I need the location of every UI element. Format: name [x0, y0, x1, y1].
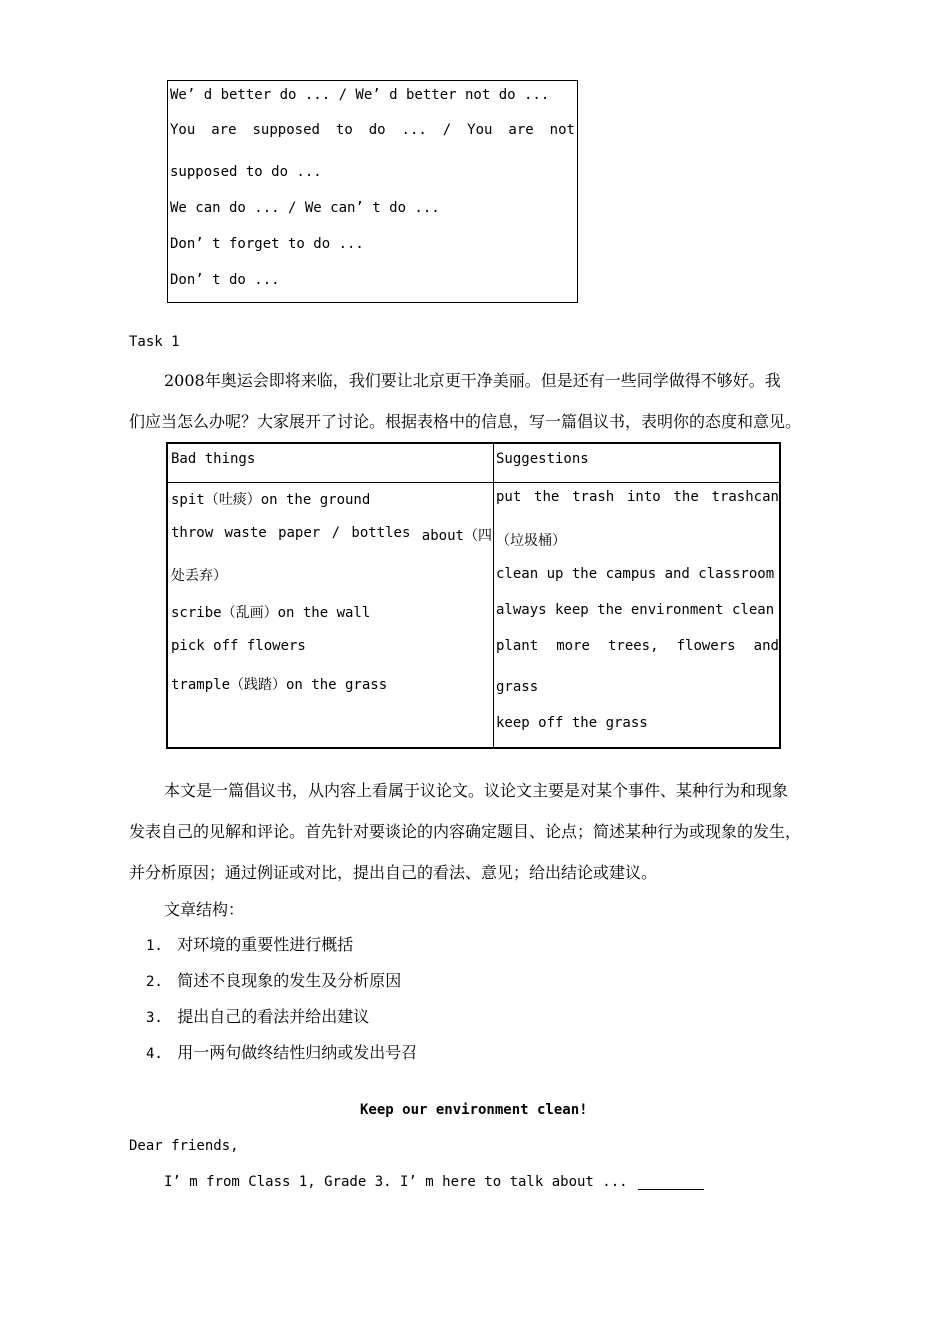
word: flowers: [676, 638, 736, 654]
word: the: [534, 489, 560, 505]
fill-in-blank[interactable]: [638, 1175, 704, 1190]
list-number: 4.: [146, 1046, 163, 1062]
bad-thing-item: trample（践踏）on the grass: [171, 677, 388, 693]
explanation-line: 并分析原因；通过例证或对比，提出自己的看法、意见；给出结论或建议。: [129, 863, 658, 882]
task-table: [166, 442, 781, 749]
word: more: [556, 638, 590, 654]
word: are: [508, 122, 534, 138]
phrase-line-justified: [170, 122, 575, 138]
word: throw: [171, 525, 214, 541]
task-intro-line: 2008年奥运会即将来临，我们要让北京更干净美丽。但是还有一些同学做得不够好。我: [164, 371, 781, 390]
bad-thing-item: 处丢弃）: [171, 568, 227, 584]
task-intro-line: 们应当怎么办呢？大家展开了讨论。根据表格中的信息，写一篇倡议书，表明你的态度和意见。: [129, 412, 802, 431]
word: /: [331, 525, 341, 541]
word: do: [368, 122, 386, 138]
suggestion-item: clean up the campus and classroom: [496, 566, 775, 582]
letter-opening-text: I’ m from Class 1, Grade 3. I’ m here to talk about ...: [164, 1174, 628, 1190]
word: You: [170, 122, 196, 138]
explanation-line: 本文是一篇倡议书，从内容上看属于议论文。议论文主要是对某个事件、某种行为和现象: [164, 781, 789, 800]
structure-list-item: [146, 1040, 417, 1063]
task-heading: Task 1: [129, 334, 180, 350]
table-column-divider: [493, 444, 494, 747]
suggestion-item-justified: [496, 489, 779, 505]
structure-list-item: [146, 968, 401, 991]
phrase-line: We can do ... / We can’ t do ...: [170, 200, 440, 216]
word: and: [753, 638, 779, 654]
word: plant: [496, 638, 539, 654]
phrase-box: [167, 80, 578, 303]
explanation-line: 发表自己的见解和评论。首先针对要谈论的内容确定题目、论点；简述某种行为或现象的发生，: [129, 822, 802, 841]
suggestion-item: keep off the grass: [496, 715, 648, 731]
list-number: 3.: [146, 1010, 163, 1026]
word: waste: [224, 525, 267, 541]
suggestion-item: （垃圾桶）: [496, 533, 566, 549]
suggestion-item: grass: [496, 679, 539, 695]
list-text: 用一两句做终结性归纳或发出号召: [177, 1043, 418, 1062]
word: the: [673, 489, 699, 505]
word: trees,: [607, 638, 659, 654]
word: bottles: [351, 525, 411, 541]
bad-thing-item: pick off flowers: [171, 638, 306, 654]
list-number: 2.: [146, 974, 163, 990]
word: into: [627, 489, 661, 505]
letter-title: Keep our environment clean!: [360, 1102, 588, 1118]
list-text: 提出自己的看法并给出建议: [177, 1007, 370, 1026]
word: ...: [401, 122, 427, 138]
bad-thing-item: spit（吐痰）on the ground: [171, 492, 371, 508]
table-header-bad-things: Bad things: [171, 451, 256, 467]
word: are: [211, 122, 237, 138]
list-number: 1.: [146, 938, 163, 954]
word: to: [335, 122, 353, 138]
structure-label: 文章结构：: [164, 900, 245, 919]
word: not: [549, 122, 575, 138]
suggestion-item: always keep the environment clean: [496, 602, 775, 618]
word: You: [467, 122, 493, 138]
structure-list-item: [146, 1004, 369, 1027]
list-text: 简述不良现象的发生及分析原因: [177, 971, 402, 990]
word: put: [496, 489, 522, 505]
phrase-line: We’ d better do ... / We’ d better not do ...: [170, 87, 550, 103]
list-text: 对环境的重要性进行概括: [177, 935, 354, 954]
bad-thing-item-justified: [171, 525, 492, 545]
suggestion-item-justified: [496, 638, 779, 654]
word: trash: [572, 489, 615, 505]
bad-thing-item: scribe（乱画）on the wall: [171, 605, 371, 621]
word: trashcan: [711, 489, 779, 505]
table-header-suggestions: Suggestions: [496, 451, 589, 467]
table-header-divider: [168, 482, 779, 483]
structure-list-item: [146, 932, 353, 955]
word: about（四: [421, 528, 492, 544]
word: /: [442, 122, 452, 138]
letter-salutation: Dear friends,: [129, 1138, 239, 1154]
phrase-line: Don’ t forget to do ...: [170, 236, 364, 252]
word: supposed: [252, 122, 320, 138]
word: paper: [278, 525, 321, 541]
phrase-line: Don’ t do ...: [170, 272, 280, 288]
letter-opening: [164, 1174, 704, 1190]
phrase-line: supposed to do ...: [170, 164, 322, 180]
